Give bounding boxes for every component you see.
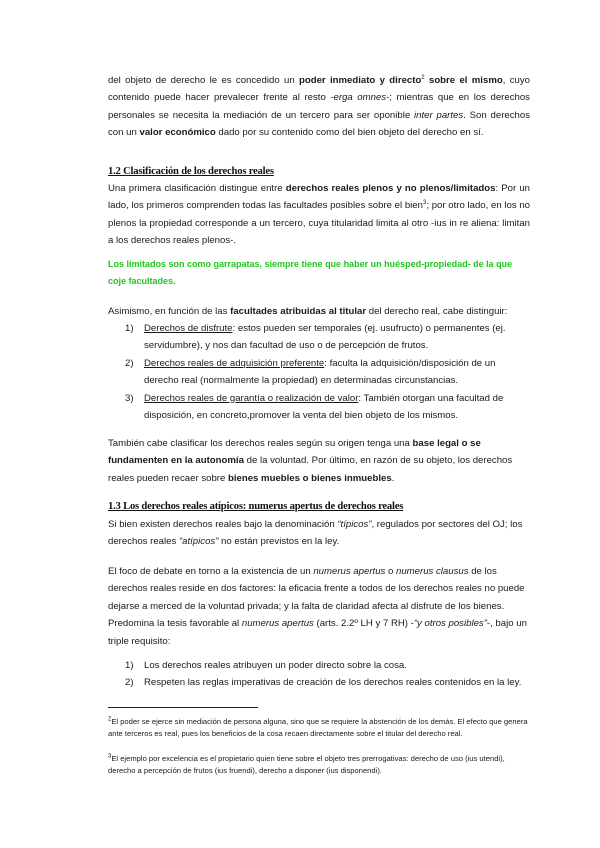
paragraph-typical-atypical [108, 516, 530, 551]
underlined-term: Derechos reales de garantía o realización de valor [144, 392, 359, 404]
paragraph-numerus-debate [108, 563, 530, 650]
list-text: : faculta la adquisición/disposición de un derecho real (normalmente la propiedad) en determinadas circunstancias. [144, 357, 496, 387]
text: Una primera clasificación distingue entre [108, 183, 286, 194]
list-item [108, 320, 530, 355]
section-heading-1-2: 1.2 Clasificación de los derechos reales [108, 166, 274, 177]
text: o [385, 566, 397, 577]
list-item [108, 390, 530, 425]
text: , cuyo contenido puede hacer prevalecer frente al resto - [108, 75, 530, 104]
requirements-list [108, 657, 530, 692]
italic-text: numerus apertus [241, 618, 314, 630]
text: de los derechos reales reside en dos factores: la eficacia frente a todos de los derechos reales no puede dejarse a merced de la voluntad privada; y la falta de claridad afecta al disfrute de los bienes. Predomina la tesis favorable al [108, 566, 525, 630]
list-number: 2) [125, 357, 134, 369]
footnote-3 [108, 753, 532, 776]
list-item [108, 355, 530, 390]
rights-classification-list [108, 320, 530, 424]
underlined-term: Derechos reales de adquisición preferente [144, 357, 325, 369]
list-text: : estos pueden ser temporales (ej. usufructo) o permanentes (ej. servidumbre), y nos dan facultad de uso o de percepción de frutos. [144, 323, 506, 352]
list-number: 1) [125, 323, 134, 334]
text: (arts. 2.2º LH y 7 RH) - [313, 618, 414, 630]
list-text: Los derechos reales atribuyen un poder directo sobre la cosa. [144, 660, 407, 671]
italic-text: numerus clausus [396, 566, 469, 577]
paragraph-origin-object [108, 435, 530, 487]
footnote-2 [108, 716, 532, 739]
text: -; mientras que en los derechos personales se necesita la mediación de un tercero para ser oponible [108, 92, 530, 121]
footnote-text: El poder se ejerce sin mediación de persona alguna, sino que se requiere la abstención de los demás. El efecto que genera ante terceros es real, pues los beneficios de la cosa recaen directamente sobre el titular del derecho real. [108, 717, 528, 738]
italic-text: inter partes [414, 109, 464, 121]
text: . Son derechos con un [108, 109, 530, 139]
footnote-separator [108, 707, 258, 708]
bold-text: poder inmediato y directo [299, 75, 422, 86]
footnote-number: 3 [108, 753, 112, 760]
text: Asimismo, en función de las [108, 306, 231, 317]
bold-text: base legal o se fundamenten en la autonomía [108, 438, 481, 467]
text: del derecho real, cabe distinguir: [366, 306, 508, 317]
bold-text: valor económico [139, 127, 216, 139]
bold-text: facultades atribuidas al titular [230, 306, 367, 317]
list-number: 3) [125, 392, 134, 404]
text: : Por un lado, los primeros comprenden todas las facultades posibles sobre el bien [108, 183, 530, 212]
italic-text: “y otros posibles” [413, 618, 487, 630]
list-text: Respeten las reglas imperativas de creación de los derechos reales contenidos en la ley. [144, 677, 522, 689]
paragraph-real-rights-definition [108, 72, 530, 142]
list-item [108, 657, 530, 674]
section-heading-1-3: 1.3 Los derechos reales atípicos: numerus apertus de derechos reales [108, 501, 404, 512]
paragraph-classification [108, 180, 530, 250]
text: dado por su contenido como del bien objeto del derecho en sí. [215, 127, 484, 139]
text: ; por otro lado, en los no plenos la propiedad corresponde a un tercero, cuya titularidad limita al otro -ius in re aliena: limitan a los derechos reales plenos-. [108, 200, 530, 247]
text: de la voluntad. Por último, en razón de su objeto, los derechos reales pueden recaer sobre [108, 455, 513, 484]
text: El foco de debate en torno a la existencia de un [108, 566, 314, 577]
green-note: Los limitados son como garrapatas, siempre tiene que haber un huésped-propiedad- de la que coje facultades. [108, 259, 513, 286]
footnote-ref[interactable]: 2 [421, 74, 425, 81]
text: Si bien existen derechos reales bajo la denominación [108, 519, 338, 530]
footnote-number: 2 [108, 716, 112, 723]
text: , regulados por sectores del OJ; los derechos reales [108, 519, 523, 548]
bold-text: bienes muebles o bienes inmuebles [228, 472, 392, 484]
italic-text: “atípicos” [178, 536, 219, 548]
list-text: : También otorgan una facultad de disposición, en concreto,promover la venta del bien objeto de los mismos. [144, 392, 504, 422]
bold-text: sobre el mismo [424, 75, 503, 86]
text: -, bajo un triple requisito: [108, 618, 527, 647]
text: También cabe clasificar los derechos reales según su origen tenga una [108, 438, 413, 449]
italic-text: erga omnes [333, 92, 387, 104]
list-number: 2) [125, 677, 134, 689]
italic-text: “típicos” [337, 519, 372, 530]
bold-text: derechos reales plenos y no plenos/limitados [285, 183, 496, 194]
italic-text: numerus apertus [313, 566, 386, 577]
footnote-ref[interactable]: 3 [422, 200, 427, 207]
text: no están previstos en la ley. [218, 536, 340, 548]
list-item [108, 674, 530, 691]
paragraph-faculties [108, 303, 530, 320]
text: del objeto de derecho le es concedido un [108, 75, 299, 86]
underlined-term: Derechos de disfrute [144, 323, 233, 334]
text: . [391, 472, 395, 484]
list-number: 1) [125, 660, 134, 671]
footnote-text: El ejemplo por excelencia es el propietario quien tiene sobre el objeto tres prerrogativas: derecho de uso (ius utendi), derecho a percepción de frutos (ius fruendi), derecho a disponer (ius disponendi). [108, 754, 505, 775]
